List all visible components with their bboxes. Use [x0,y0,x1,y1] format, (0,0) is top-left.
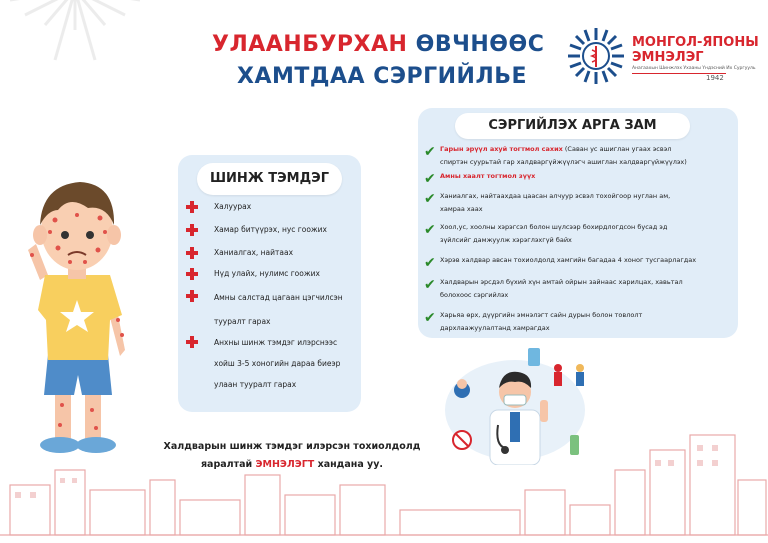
prevention-item [424,309,734,335]
logo-name-line1: МОНГОЛ-ЯПОНЫ [632,35,759,50]
symptom-item [186,197,361,217]
red-cross-icon [186,201,198,213]
symptom-line: тууралт гарах [214,317,271,326]
prevention-line: Хоол,ус, хоолны хэрэгсэл болон шүлсээр бохирдлогдсон бусад эд [440,223,668,231]
logo-name-line2: ЭМНЭЛЭГ [632,50,704,65]
symptom-text [214,286,364,334]
prevention-title: СЭРГИЙЛЭХ АРГА ЗАМ [455,113,690,139]
advice-line2-pre: яаралтай [200,459,256,470]
title-red-word: УЛААНБУРХАН [212,32,408,57]
prevention-item [424,143,734,169]
symptom-text: Хамар битүүрэх, нус гоожих [214,225,327,234]
page-title-line1 [212,32,544,57]
check-icon: ✔ [424,171,436,187]
prevention-text [440,143,732,169]
advice-hospital-word: ЭМНЭЛЭГТ [255,459,315,470]
prevention-line: Ханиалгах, найтаахдаа цаасан алчуур эсвэл тохойгоор нуглан ам, [440,192,671,200]
symptom-text [214,332,364,395]
red-cross-icon [186,268,198,280]
prevention-item [424,221,734,247]
logo-year: 1942 [706,74,724,82]
red-cross-icon [186,336,198,348]
symptom-line: улаан тууралт гарах [214,380,297,389]
logo-subtitle: Анагаахын Шинжлэх Ухааны Үндэсний Их Сургууль [632,66,756,71]
red-cross-icon [186,224,198,236]
prevention-text [440,190,732,216]
symptom-line: Амны салстад цагаан цэгчилсэн [214,293,343,302]
check-icon: ✔ [424,191,436,207]
hospital-advice-note [142,438,442,474]
sun-rays-decoration [0,0,150,110]
check-icon: ✔ [424,277,436,293]
symptom-line: Анхны шинж тэмдэг илэрснээс [214,338,338,347]
check-icon: ✔ [424,222,436,238]
red-cross-icon [186,247,198,259]
prevention-text [440,309,732,335]
prevention-item [424,170,734,187]
check-icon: ✔ [424,310,436,326]
prevention-line: (Саван ус ашиглан угаах эсвэл [562,145,672,153]
advice-line1: Халдварын шинж тэмдэг илэрсэн тохиолдолд [163,441,421,452]
symptom-line: хойш 3-5 хоногийн дараа биеэр [214,359,341,368]
check-icon: ✔ [424,255,436,271]
prevention-line: Халдварын эрсдэл бүхий хүн амтай ойрын зайнаас харилцах, хавьтал [440,278,683,286]
page-title-line2: ХАМТДАА СЭРГИЙЛЬЕ [237,64,528,89]
symptom-text: Халуурах [214,202,252,211]
symptom-text: Ханиалгах, найтаах [214,248,294,257]
prevention-line: болохоос сэргийлэх [440,291,509,299]
prevention-line: дархлаажуулалтанд хамрагдах [440,324,550,332]
prevention-line: зүйлсийг дамжуулж хэрэглэхгүй байх [440,236,572,244]
prevention-text: Хэрэв халдвар авсан тохиолдолд хамгийн багадаа 4 хоног тусгаарлагдах [440,256,697,264]
advice-line2-post: хандана уу. [314,459,384,470]
symptom-item [186,220,361,240]
symptoms-title: ШИНЖ ТЭМДЭГ [197,163,342,195]
prevention-text [440,221,732,247]
prevention-line: Харьяа өрх, дүүргийн эмнэлэгт сайн дурын болон товлолт [440,311,643,319]
red-cross-icon [186,290,198,302]
symptom-item [186,332,361,392]
prevention-highlight: Гарын эрүүл ахуй тогтмол сахих [440,145,563,153]
prevention-item [424,254,734,271]
symptom-text: Нүд улайх, нулимс гоожих [214,269,320,278]
prevention-text [440,276,732,302]
prevention-line: хамраа хаах [440,205,483,213]
symptom-item [186,243,361,263]
prevention-item [424,276,734,302]
prevention-line: спиртэн суурьтай гар халдваргүйжүүлэгч ашиглан халдваргүйжүүлэх) [440,158,687,166]
sick-child-illustration [10,170,140,460]
prevention-item [424,190,734,216]
symptom-item [186,264,361,284]
title-blue-word: ӨВЧНӨӨС [415,32,545,57]
prevention-text: Амны хаалт тогтмол зүүх [440,172,536,180]
check-icon: ✔ [424,144,436,160]
symptom-item [186,286,361,326]
medical-emblem-icon [566,26,626,86]
